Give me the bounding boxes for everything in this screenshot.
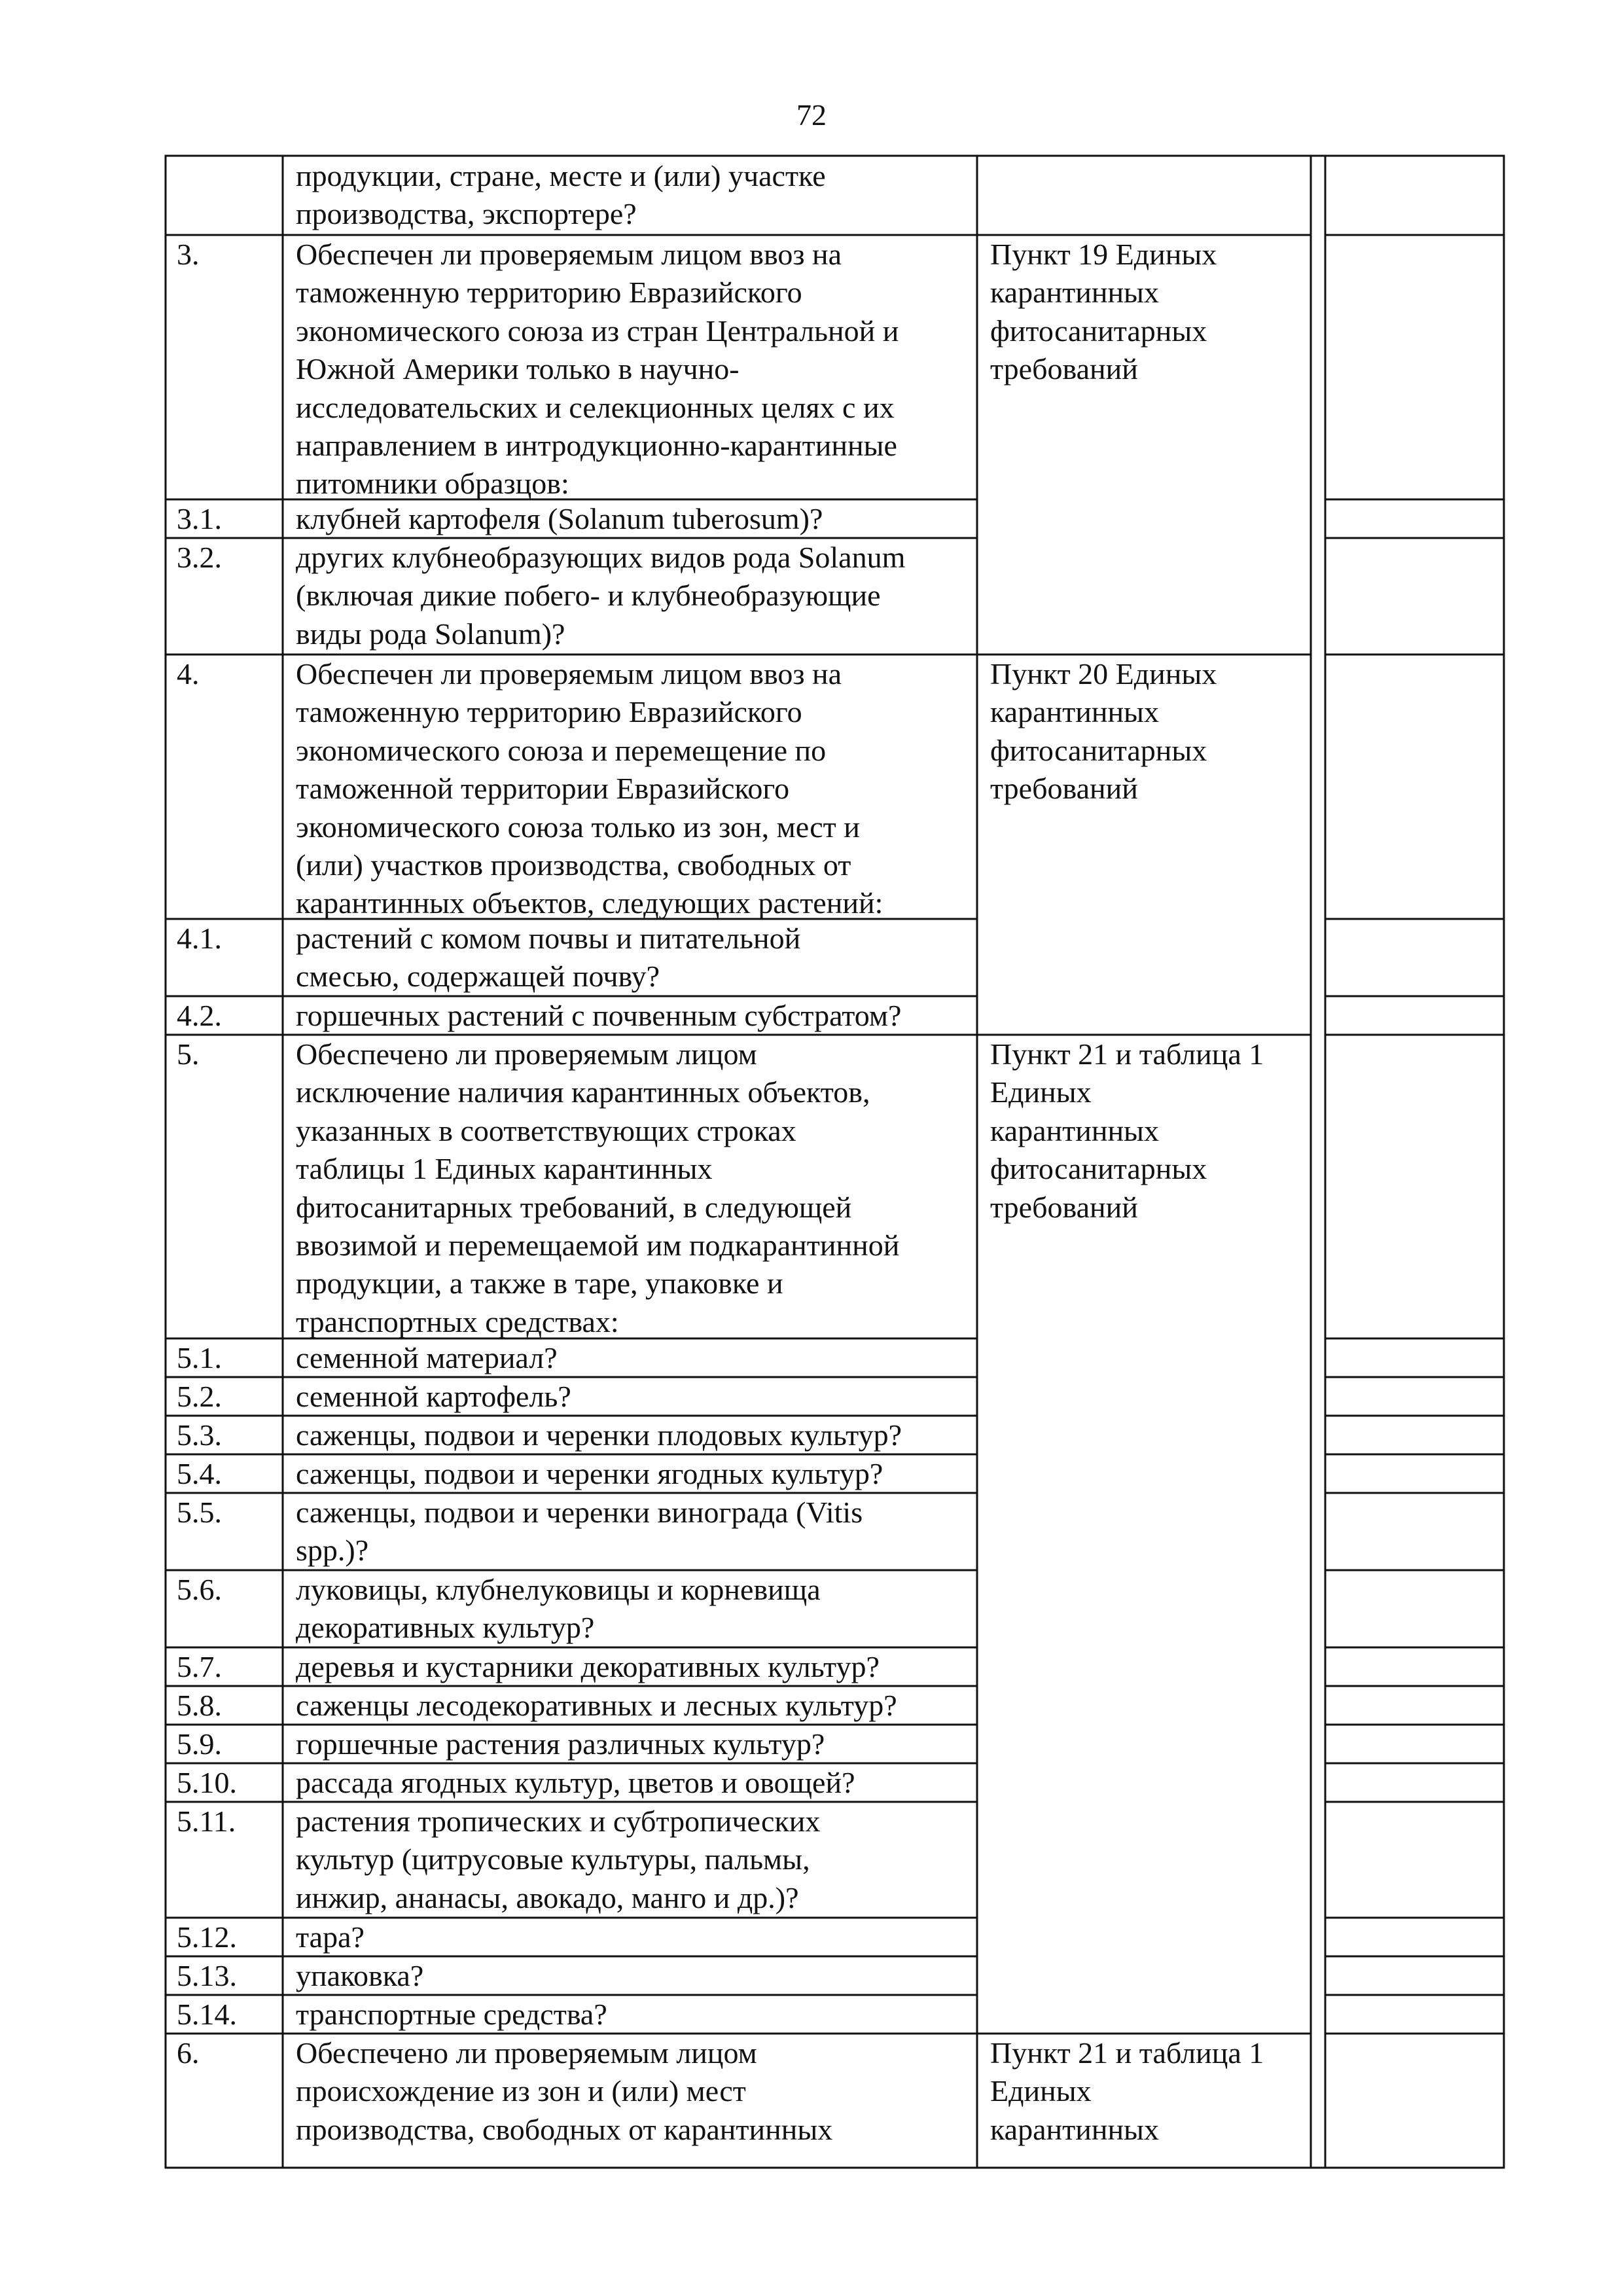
- question-text: деревья и кустарники декоративных культур?: [296, 1650, 880, 1683]
- row-number: 5.8.: [177, 1689, 222, 1722]
- question-text: саженцы лесодекоративных и лесных культур?: [296, 1689, 897, 1722]
- row-number: 5.11.: [177, 1804, 236, 1838]
- question-text: семенной материал?: [296, 1341, 558, 1374]
- question-text: рассада ягодных культур, цветов и овощей?: [296, 1766, 855, 1799]
- row-number: 3.1.: [177, 502, 222, 535]
- row-number: 5.2.: [177, 1380, 222, 1413]
- page-number: 72: [796, 98, 827, 132]
- question-text: продукции, стране, месте и (или) участке производства, экспортере?: [296, 159, 826, 231]
- row-number: 3.: [177, 238, 200, 271]
- question-text: упаковка?: [296, 1959, 424, 1992]
- question-text: семенной картофель?: [296, 1380, 571, 1413]
- row-number: 5.5.: [177, 1496, 222, 1529]
- row-number: 5.: [177, 1037, 200, 1071]
- question-text: саженцы, подвои и черенки винограда (Vitis spp.)?: [296, 1496, 863, 1568]
- question-text: горшечных растений с почвенным субстратом?: [296, 999, 902, 1032]
- row-number: 5.14.: [177, 1998, 237, 2031]
- row-number: 6.: [177, 2036, 200, 2070]
- row-number: 3.2.: [177, 541, 222, 574]
- row-number: 5.3.: [177, 1418, 222, 1452]
- row-number: 5.12.: [177, 1920, 237, 1954]
- row-number: 5.7.: [177, 1650, 222, 1683]
- question-text: саженцы, подвои и черенки плодовых культур?: [296, 1418, 902, 1452]
- row-number: 4.: [177, 657, 200, 691]
- question-text: растения тропических и субтропических культур (цитрусовые культуры, пальмы, инжир, ананасы, авокадо, манго и др.)?: [296, 1804, 821, 1914]
- question-text: саженцы, подвои и черенки ягодных культур?: [296, 1457, 883, 1490]
- row-number: 5.9.: [177, 1727, 222, 1761]
- reference-text: Пункт 19 Единых карантинных фитосанитарных требований: [990, 238, 1217, 386]
- row-number: 5.10.: [177, 1766, 237, 1799]
- question-text: транспортные средства?: [296, 1998, 607, 2031]
- question-text: луковицы, клубнелуковицы и корневища декоративных культур?: [296, 1573, 821, 1645]
- question-text: Обеспечено ли проверяемым лицом происхождение из зон и (или) мест производства, свободных от карантинных: [296, 2036, 833, 2146]
- question-text: растений с комом почвы и питательной смесью, содержащей почву?: [296, 922, 801, 994]
- question-text: Обеспечен ли проверяемым лицом ввоз на таможенную территорию Евразийского экономического союза из стран Центральной и Южной Америки только в научно- исследовательских и селекционных целях с их направлением в интродукционно-карантинные питомники образцов:: [296, 238, 899, 501]
- question-text: других клубнеобразующих видов рода Solanum (включая дикие побего- и клубнеобразующие виды рода Solanum)?: [296, 541, 906, 651]
- row-number: 4.1.: [177, 922, 222, 955]
- row-number: 5.6.: [177, 1573, 222, 1606]
- reference-text: Пункт 21 и таблица 1 Единых карантинных: [990, 2036, 1264, 2146]
- question-text: Обеспечено ли проверяемым лицом исключение наличия карантинных объектов, указанных в соответствующих строках таблицы 1 Единых карантинных фитосанитарных требований, в следующей ввозимой и перемещаемой им подкарантинной продукции, а также в таре, упаковке и транспортных средствах:: [296, 1037, 900, 1338]
- question-text: Обеспечен ли проверяемым лицом ввоз на таможенную территорию Евразийского экономического союза и перемещение по таможенной территории Евразийского экономического союза только из зон, мест и (или) участков производства, свободных от карантинных объектов, следующих растений:: [296, 657, 883, 920]
- reference-text: Пункт 20 Единых карантинных фитосанитарных требований: [990, 657, 1217, 806]
- row-number: 5.1.: [177, 1341, 222, 1374]
- row-number: 5.13.: [177, 1959, 237, 1992]
- question-text: горшечные растения различных культур?: [296, 1727, 825, 1761]
- row-number: 5.4.: [177, 1457, 222, 1490]
- reference-text: Пункт 21 и таблица 1 Единых карантинных фитосанитарных требований: [990, 1037, 1264, 1224]
- row-number: 4.2.: [177, 999, 222, 1032]
- question-text: тара?: [296, 1920, 365, 1954]
- row-separators-result: [1325, 235, 1504, 2034]
- question-text: клубней картофеля (Solanum tuberosum)?: [296, 502, 823, 535]
